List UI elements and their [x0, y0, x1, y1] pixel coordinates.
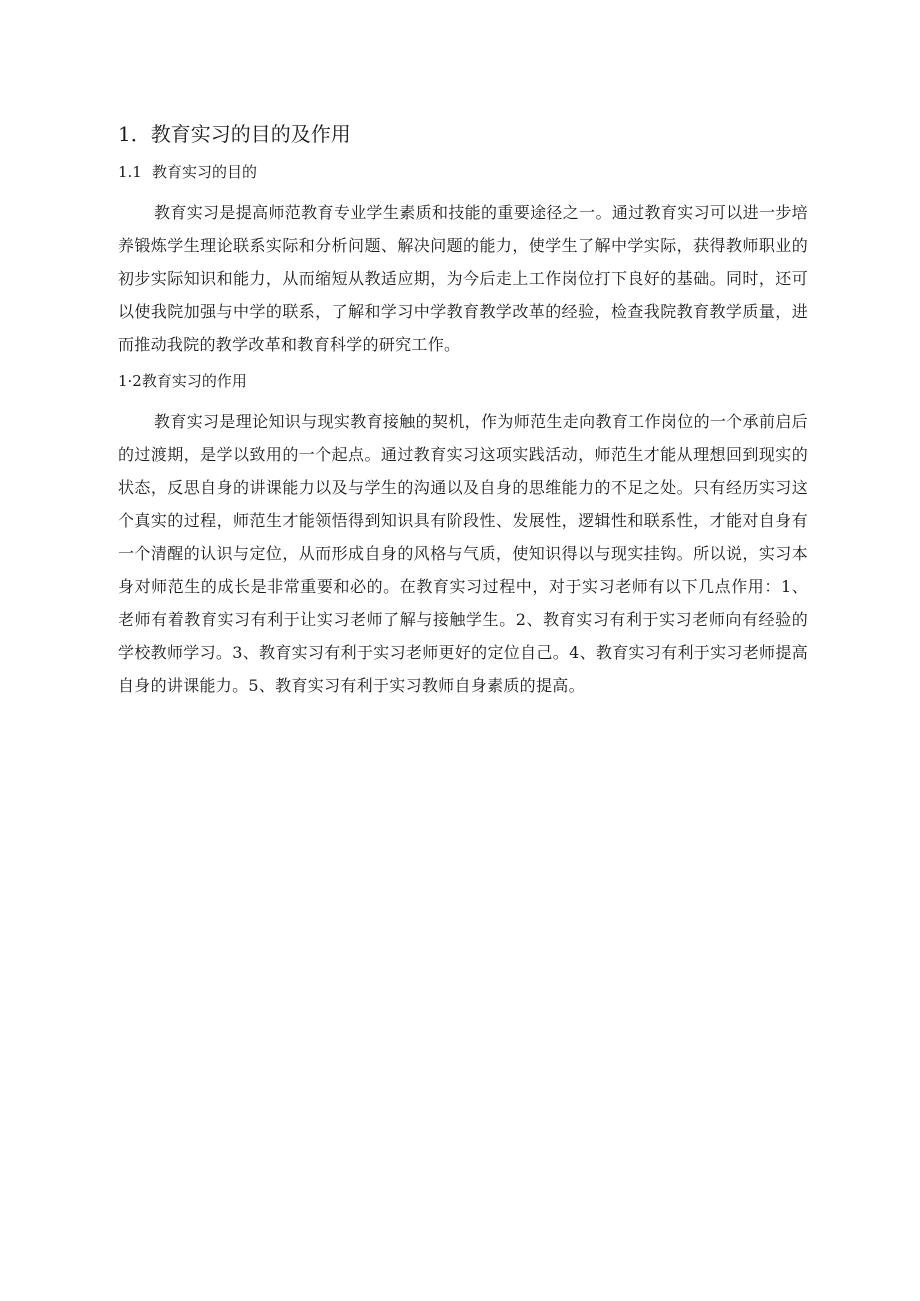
- section-number-1-1: 1.1: [118, 163, 142, 181]
- document-body: [118, 116, 808, 708]
- section-heading-1-2: 1·2教育实习的作用: [118, 372, 247, 390]
- section-title-1-1: 教育实习的目的: [152, 163, 258, 181]
- section-heading-1-1: [118, 158, 808, 186]
- section-heading-1: 1．教育实习的目的及作用: [118, 122, 351, 146]
- paragraph-purpose: 教育实习是提高师范教育专业学生素质和技能的重要途径之一。通过教育实习可以进一步培养锻炼学生理论联系实际和分析问题、解决问题的能力，使学生了解中学实际，获得教师职业的初步实际知识和能力，从而缩短从教适应期，为今后走上工作岗位打下良好的基础。同时，还可以使我院加强与中学的联系，了解和学习中学教育教学改革的经验，检查我院教育教学质量，进而推动我院的教学改革和教育科学的研究工作。: [118, 203, 808, 354]
- paragraph-role: 教育实习是理论知识与现实教育接触的契机，作为师范生走向教育工作岗位的一个承前启后的过渡期，是学以致用的一个起点。通过教育实习这项实践活动，师范生才能从理想回到现实的状态，反思自身的讲课能力以及与学生的沟通以及自身的思维能力的不足之处。只有经历实习这个真实的过程，师范生才能领悟得到知识具有阶段性、发展性，逻辑性和联系性，才能对自身有一个清醒的认识与定位，从而形成自身的风格与气质，使知识得以与现实挂钩。所以说，实习本身对师范生的成长是非常重要和必的。在教育实习过程中，对于实习老师有以下几点作用：1、老师有着教育实习有利于让实习老师了解与接触学生。2、教育实习有利于实习老师向有经验的学校教师学习。3、教育实习有利于实习老师更好的定位自己。4、教育实习有利于实习老师提高自身的讲课能力。5、教育实习有利于实习教师自身素质的提高。: [118, 412, 808, 695]
